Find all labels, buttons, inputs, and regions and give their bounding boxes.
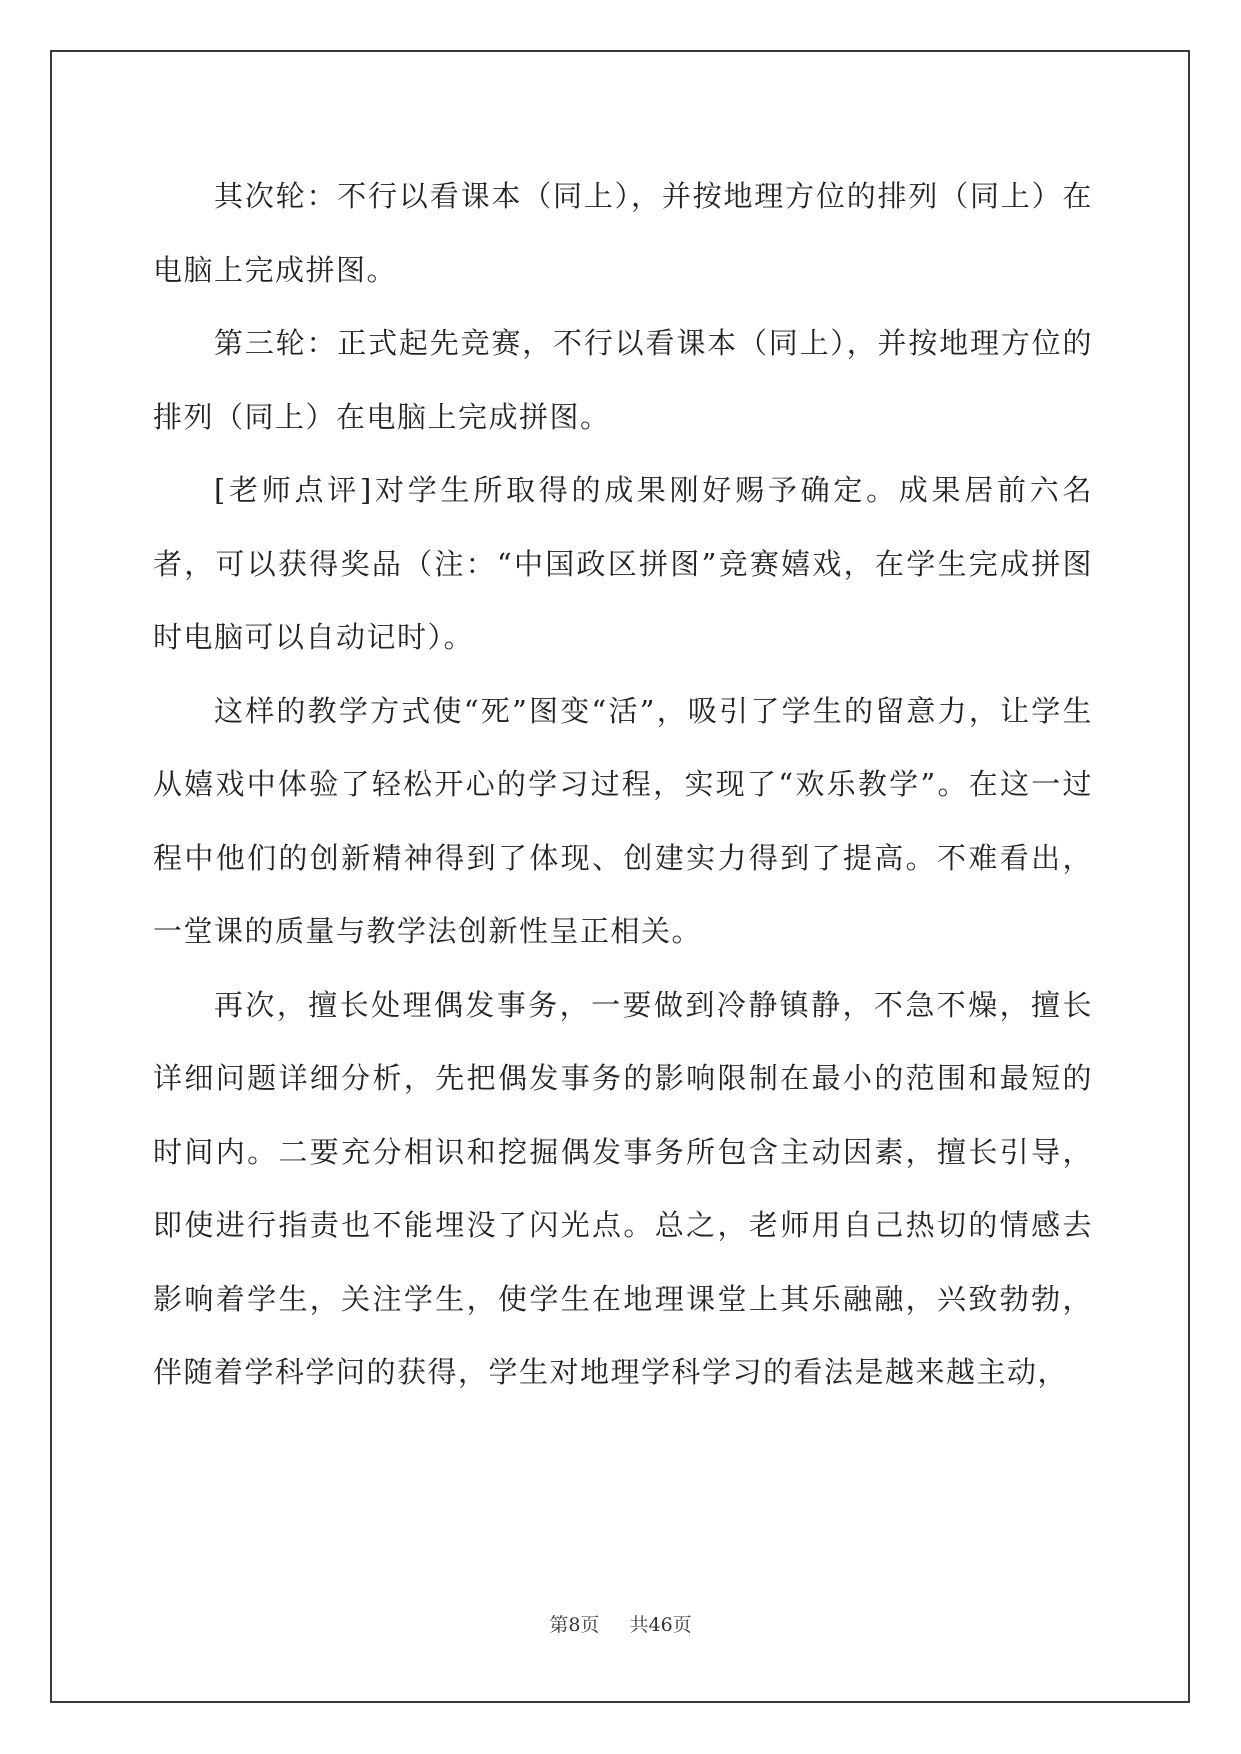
- page-total: 共46页: [629, 1614, 692, 1636]
- document-body: [153, 160, 1093, 1410]
- paragraph: 再次，擅长处理偶发事务，一要做到冷静镇静，不急不燥，擅长详细问题详细分析，先把偶发事务的影响限制在最小的范围和最短的时间内。二要充分相识和挖掘偶发事务所包含主动因素，擅长引导，即使进行指责也不能埋没了闪光点。总之，老师用自己热切的情感去影响着学生，关注学生，使学生在地理课堂上其乐融融，兴致勃勃，伴随着学科学问的获得，学生对地理学科学习的看法是越来越主动，: [153, 987, 1093, 1389]
- paragraph: 这样的教学方式使“死”图变“活”，吸引了学生的留意力，让学生从嬉戏中体验了轻松开心的学习过程，实现了“欢乐教学”。在这一过程中他们的创新精神得到了体现、创建实力得到了提高。不难看出，一堂课的质量与教学法创新性呈正相关。: [153, 693, 1093, 948]
- page-number: 第8页: [549, 1614, 600, 1636]
- paragraph: 第三轮：正式起先竞赛，不行以看课本（同上），并按地理方位的排列（同上）在电脑上完成拼图。: [153, 326, 1093, 434]
- page-footer: [0, 1610, 1241, 1637]
- paragraph: 其次轮：不行以看课本（同上），并按地理方位的排列（同上）在电脑上完成拼图。: [153, 179, 1093, 287]
- paragraph: [老师点评]对学生所取得的成果刚好赐予确定。成果居前六名者，可以获得奖品（注：“中国政区拼图”竞赛嬉戏，在学生完成拼图时电脑可以自动记时）。: [153, 473, 1093, 654]
